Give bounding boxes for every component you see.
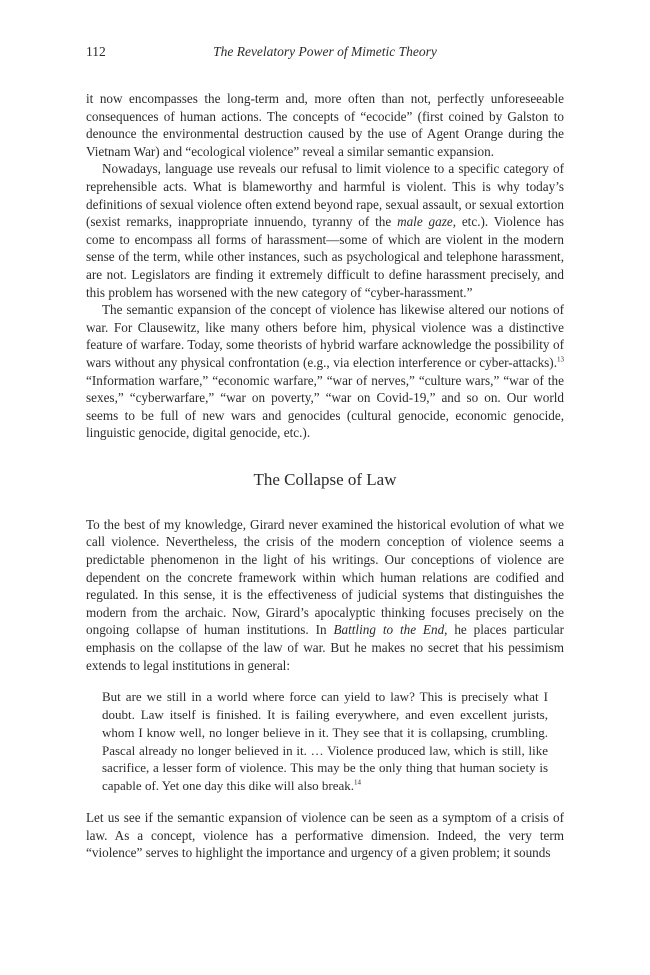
footnote-marker: 13: [557, 355, 564, 364]
page-number: 112: [86, 44, 106, 59]
paragraph-text: , he places particular emphasis on the collapse of the law of war. But he makes no secret that his pessimism extends to legal institutions in general:: [86, 622, 565, 673]
section-heading: The Collapse of Law: [253, 469, 397, 489]
book-title: Battling to the End: [333, 622, 445, 638]
page-body: [86, 90, 564, 862]
italic-term: male gaze: [397, 214, 453, 230]
quote-paragraph: [102, 688, 548, 795]
quote-text: But are we still in a world where force can yield to law? This is precisely what I doubt. Law itself is finished. It is failing everywhere, and even excellent jurists, whom I know well, no longer believe in it. They see that it is collapsing, crumbling. Pascal already no longer believed in it. … Violence produced law, which is still, like sacrifice, a lesser form of violence. This may be the only thing that human society is capable of. Yet one day this dike will also break.: [102, 689, 548, 794]
paragraph-language-use: [86, 160, 564, 301]
running-head: [86, 44, 564, 66]
paragraph-text: To the best of my knowledge, Girard never examined the historical evolution of what we call violence. Nevertheless, the crisis of the modern conception of violence seems a predictable phenomenon in the light of his writings. Our conceptions of violence are dependent on the concrete framework within which human relations are codified and regulated. In this sense, it is the effectiveness of judicial systems that distinguishes the modern from the archaic. Now, Girard’s apocalyptic thinking focuses precisely on the ongoing collapse of human institutions. In: [86, 516, 564, 638]
paragraph-continuation: [86, 90, 564, 160]
paragraph-closing: [86, 809, 564, 862]
footnote-marker: 14: [354, 778, 361, 787]
paragraph-text: it now encompasses the long-term and, more often than not, perfectly unforeseeable consequences of human actions. The concepts of “ecocide” (first coined by Galston to denounce the environmental destruction caused by the use of Agent Orange during the Vietnam War) and “ecological violence” reveal a similar semantic expansion.: [86, 91, 564, 159]
paragraph-girard: [86, 516, 564, 674]
paragraph-text: “Information warfare,” “economic warfare,” “war of nerves,” “culture wars,” “war of the sexes,” “cyberwarfare,” “war on poverty,” “war on Covid-19,” and so on. Our world seems to be full of new wars and genocides (cultural genocide, economic genocide, linguistic genocide, digital genocide, etc.).: [86, 372, 564, 441]
block-quote: [102, 688, 548, 795]
paragraph-text: Nowadays, language use reveals our refusal to limit violence to a specific category of reprehensible acts. What is blameworthy and harmful is violent. This is why today’s definitions of sexual violence often extend beyond rape, sexual assault, or sexual extortion (sexist remarks, inappropriate innuendo, tyranny of the: [86, 161, 564, 230]
paragraph-text: , etc.). Violence has come to encompass all forms of harassment—some of which are violent in the modern sense of the term, while other instances, such as psychological and telephone harassment, are not. Legislators are finding it extremely difficult to define harassment precisely, and this problem has worsened with the new category of “cyber-harassment.”: [86, 214, 564, 300]
paragraph-war-notions: [86, 301, 564, 442]
running-title: The Revelatory Power of Mimetic Theory: [213, 44, 437, 59]
paragraph-text: Let us see if the semantic expansion of violence can be seen as a symptom of a crisis of law. As a concept, violence has a performative dimension. Indeed, the very term “violence” serves to highlight the importance and urgency of a given problem; it sounds: [86, 810, 564, 861]
paragraph-text: The semantic expansion of the concept of violence has likewise altered our notions of war. For Clausewitz, like many others before him, physical violence was a distinctive feature of warfare. Today, some theorists of hybrid warfare acknowledge the possibility of wars without any physical confrontation (e.g., via election interference or cyber-attacks).: [86, 302, 564, 370]
